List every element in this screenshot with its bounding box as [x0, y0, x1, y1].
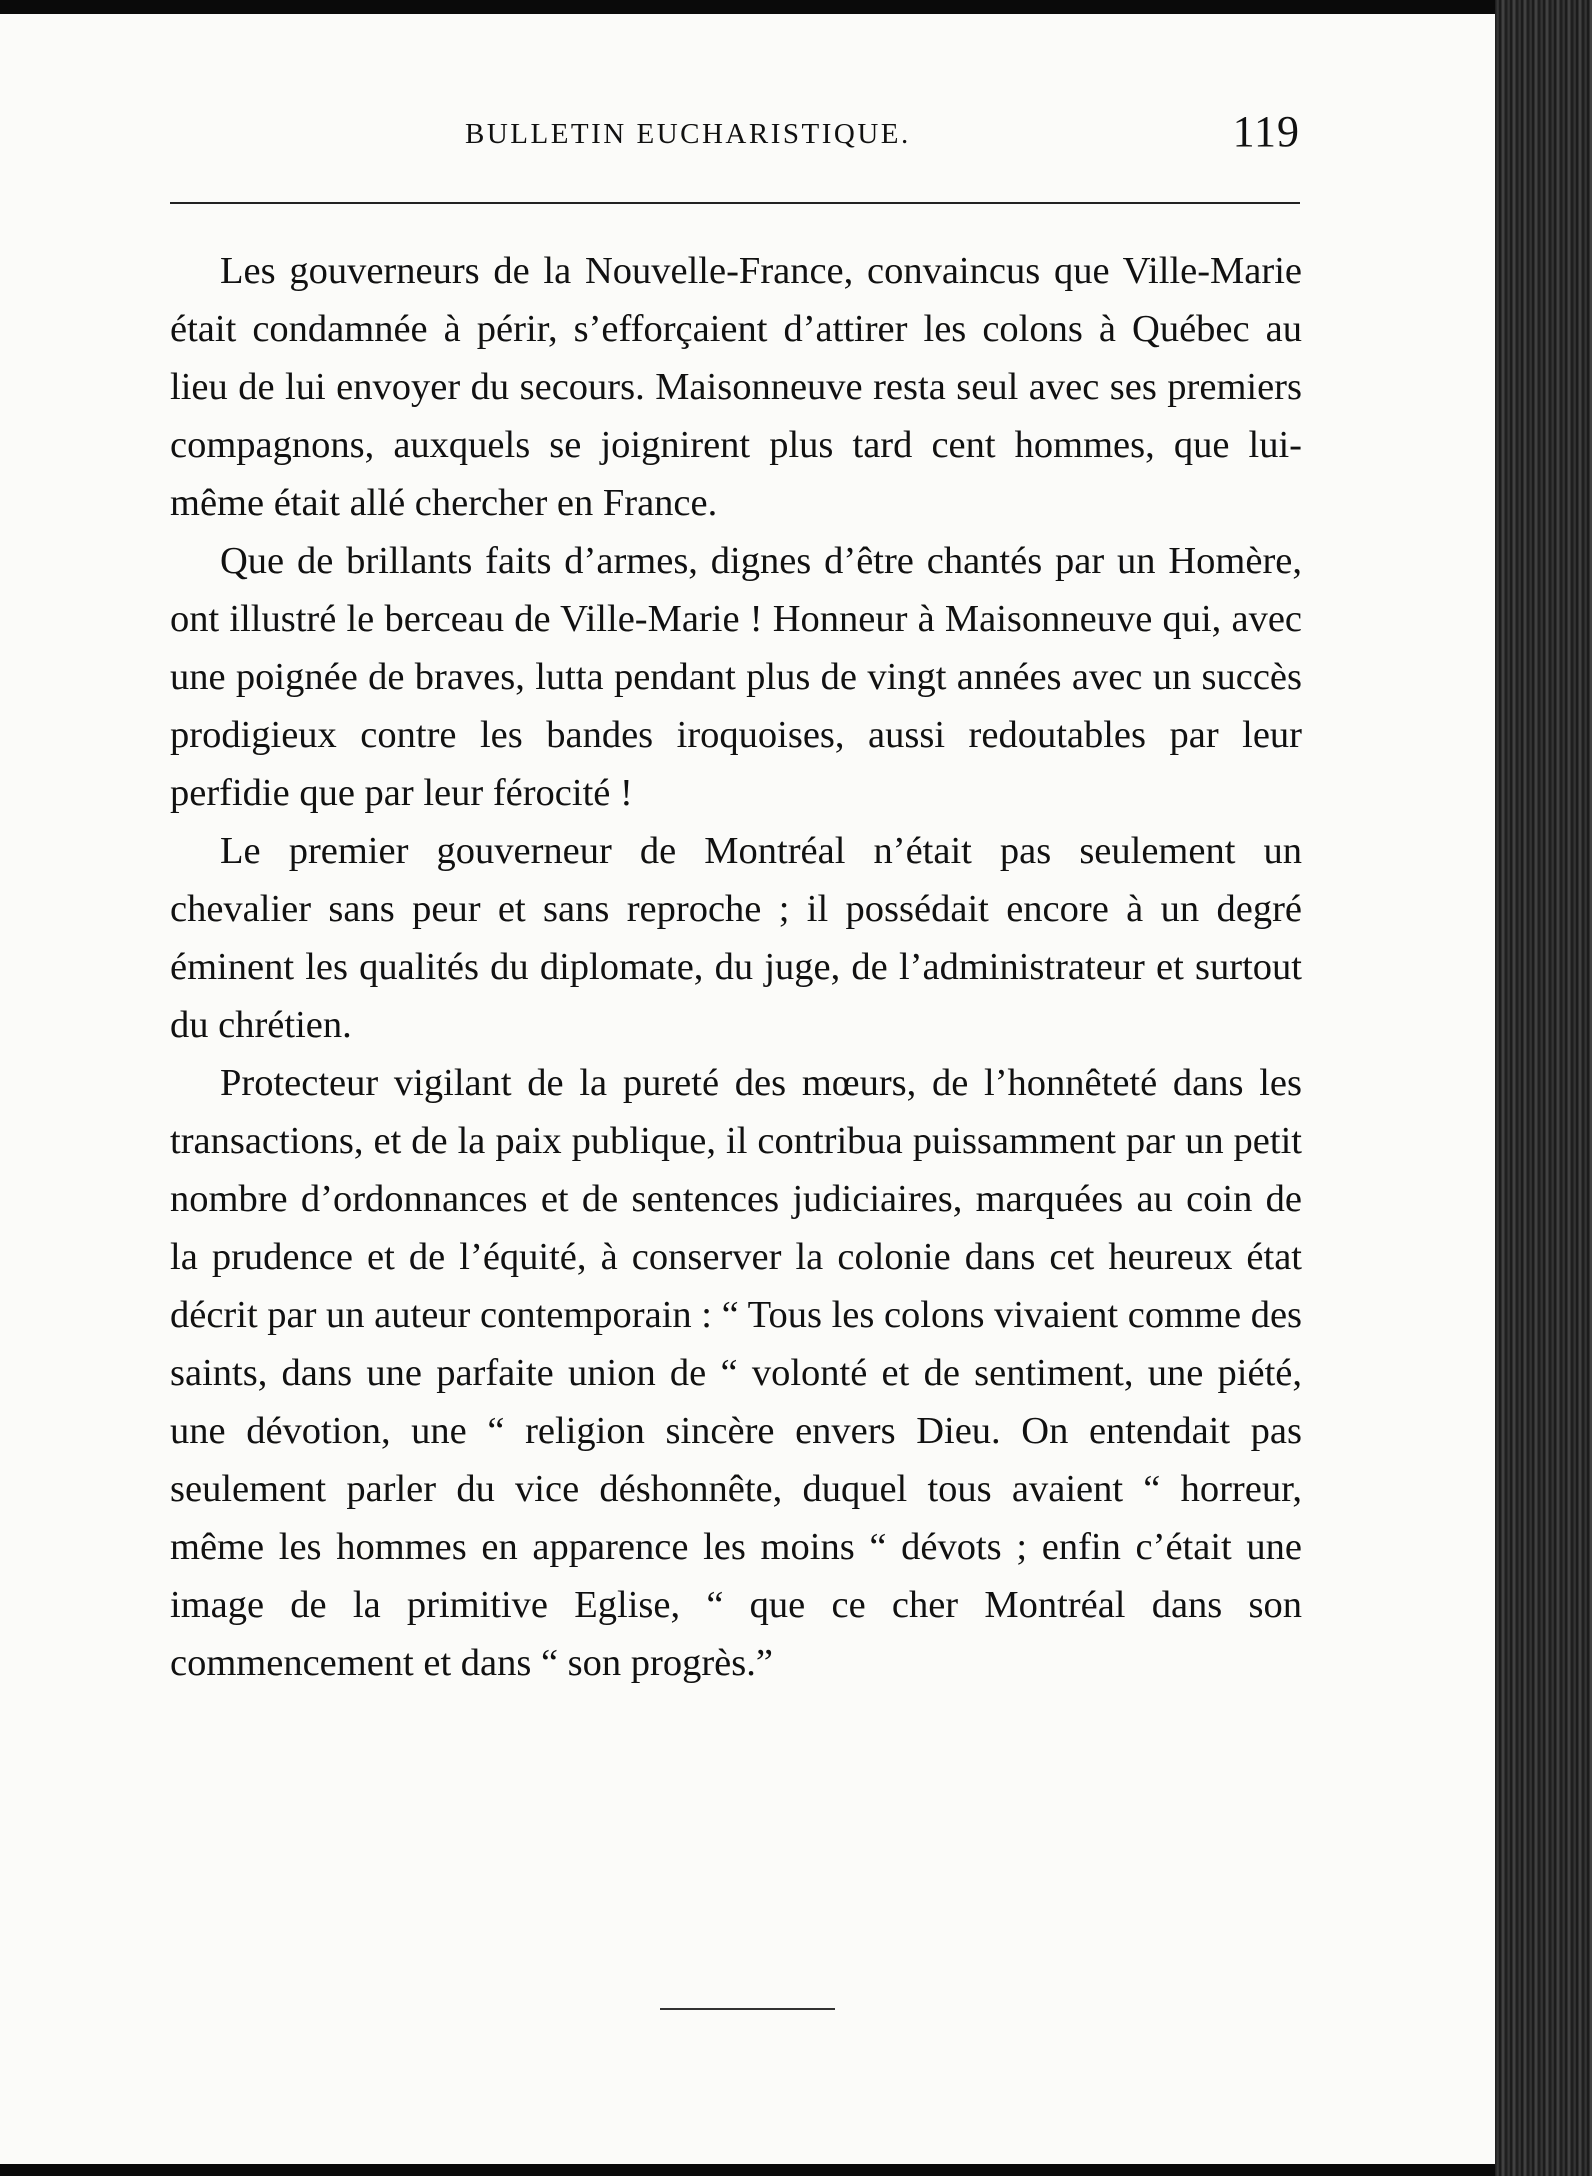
- paragraph-2: Que de brillants faits d’armes, dignes d’être chantés par un Homère, ont illustré le berceau de Ville-Marie ! Honneur à Maisonneuve qui, avec une poignée de braves, lutta pendant plus de vingt années avec un succès prodigieux contre les bandes iroquoises, aussi redoutables par leur perfidie que par leur férocité !: [170, 540, 1302, 814]
- running-head: BULLETIN EUCHARISTIQUE.: [465, 118, 911, 150]
- header-rule: [170, 202, 1300, 204]
- book-page: [0, 14, 1495, 2164]
- book-page-edges: [1495, 0, 1592, 2176]
- page-number: 119: [1232, 107, 1300, 156]
- paragraph-3: Le premier gouverneur de Montréal n’était pas seulement un chevalier sans peur et sans reproche ; il possédait encore à un degré éminent les qualités du diplomate, du juge, de l’administrateur et surtout du chrétien.: [170, 830, 1302, 1046]
- section-end-rule: [660, 2008, 835, 2010]
- paragraph-1: Les gouverneurs de la Nouvelle-France, convaincus que Ville-Marie était condamnée à périr, s’efforçaient d’attirer les colons à Québec au lieu de lui envoyer du secours. Maisonneuve resta seul avec ses premiers compagnons, auxquels se joignirent plus tard cent hommes, que lui-même était allé chercher en France.: [170, 250, 1302, 524]
- body-text: [170, 242, 1302, 1692]
- paragraph-4: Protecteur vigilant de la pureté des mœurs, de l’honnêteté dans les transactions, et de la paix publique, il contribua puissamment par un petit nombre d’ordonnances et de sentences judiciaires, marquées au coin de la prudence et de l’équité, à conserver la colonie dans cet heureux état décrit par un auteur contemporain : “ Tous les colons vivaient comme des saints, dans une parfaite union de “ volonté et de sentiment, une piété, une dévotion, une “ religion sincère envers Dieu. On entendait pas seulement parler du vice déshonnête, duquel tous avaient “ horreur, même les hommes en apparence les moins “ dévots ; enfin c’était une image de la primitive Eglise, “ que ce cher Montréal dans son commencement et dans “ son progrès.”: [170, 1062, 1303, 1684]
- page-header: [170, 106, 1300, 166]
